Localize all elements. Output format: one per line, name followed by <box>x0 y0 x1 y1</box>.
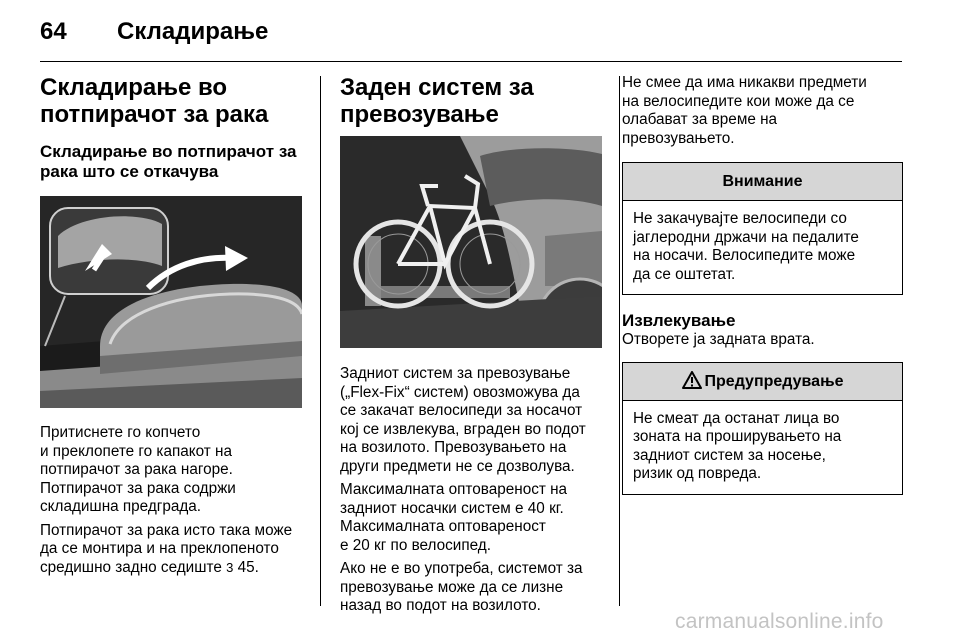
removal-text: Отворете ја задната врата. <box>622 331 815 348</box>
flexfix-title-line: превозување <box>340 101 499 128</box>
text-line: задниот систем за носење, <box>633 446 826 464</box>
text-line: назад во подот на возилото. <box>340 597 541 614</box>
text-line: на носачи. Велосипедите може <box>633 247 856 264</box>
page-reference-number: 45. <box>233 558 259 576</box>
text-line: превозувањето. <box>622 129 735 147</box>
text-line: Потпирачот за рака исто така може <box>40 521 293 539</box>
text-line: кој се извлекува, вграден во подот <box>340 420 586 438</box>
page-header <box>40 18 902 58</box>
text-line: Не закачувајте велосипеди со <box>633 210 847 227</box>
text-line: задниот носачки систем е 40 кг. <box>340 499 564 517</box>
column-notices <box>622 74 903 495</box>
text-line: складишна предграда. <box>40 498 202 515</box>
page-reference-link[interactable] <box>226 559 259 576</box>
bike-carrier-illustration <box>340 136 602 348</box>
notice-box <box>622 162 903 295</box>
flexfix-description <box>340 365 602 476</box>
arrow-reference-icon: 3 <box>226 559 234 575</box>
text-line: („Flex-Fix“ систем) овозможува да <box>340 383 580 401</box>
armrest-mounting-text <box>40 522 306 578</box>
section-title: Складирање <box>117 18 269 45</box>
text-line: на возилото. Превозувањето на <box>340 439 567 456</box>
text-line: Не смее да има никакви предмети <box>622 74 867 91</box>
flexfix-storage-text <box>340 560 602 616</box>
warning-body <box>623 401 902 494</box>
text-line: средишно задно седиште <box>40 558 222 576</box>
armrest-title-line: потпирачот за рака <box>40 101 269 128</box>
text-line: да се монтира и на преклопеното <box>40 540 279 557</box>
text-line: е 20 кг по велосипед. <box>340 536 491 554</box>
column-divider <box>320 76 321 606</box>
text-line: Максималната оптовареност на <box>340 481 568 498</box>
watermark: carmanualsonline.info <box>675 610 884 633</box>
armrest-subtitle <box>40 142 306 182</box>
armrest-illustration <box>40 196 302 408</box>
armrest-instructions <box>40 424 306 517</box>
text-line: да се оштетат. <box>633 265 736 283</box>
text-line: Потпирачот за рака содржи <box>40 479 236 497</box>
notice-body <box>623 201 902 294</box>
column-divider <box>619 76 620 606</box>
armrest-subtitle-line: рака што се откачува <box>40 162 219 181</box>
warning-triangle-icon <box>682 366 702 404</box>
text-line: ризик од повреда. <box>633 465 762 482</box>
column-flexfix <box>340 74 602 616</box>
text-line: се закачат велосипеди за носачот <box>340 402 583 419</box>
page-number: 64 <box>40 18 67 45</box>
text-line: Притиснете го копчето <box>40 424 201 441</box>
warning-title: Предупредување <box>704 372 844 390</box>
text-line: превозување може да се лизне <box>340 578 564 596</box>
text-line: Максималната оптовареност <box>340 518 546 535</box>
armrest-title-line: Складирање во <box>40 74 228 101</box>
text-line: олабават за време на <box>622 111 778 128</box>
text-line: на велосипедите кои може да се <box>622 92 855 110</box>
armrest-subtitle-line: Складирање во потпирачот за <box>40 142 297 161</box>
text-line: и преклопете го капакот на <box>40 442 233 460</box>
warning-box <box>622 362 903 495</box>
notice-title: Внимание <box>623 163 902 201</box>
flexfix-title <box>340 74 602 128</box>
text-line: Не смеат да останат лица во <box>633 409 840 427</box>
text-line: зоната на проширувањето на <box>633 428 842 445</box>
header-rule <box>40 61 902 62</box>
removal-heading: Извлекување <box>622 311 736 330</box>
text-line: други предмети не се дозволува. <box>340 457 575 475</box>
loose-items-text <box>622 74 903 148</box>
column-armrest <box>40 74 306 577</box>
text-line: Ако не е во употреба, системот за <box>340 560 583 577</box>
warning-header <box>623 363 902 401</box>
flexfix-title-line: Заден систем за <box>340 74 534 101</box>
flexfix-load-limits <box>340 481 602 555</box>
armrest-title <box>40 74 306 128</box>
text-line: јаглеродни држачи на педалите <box>633 228 859 246</box>
text-line: потпирачот за рака нагоре. <box>40 461 233 478</box>
text-line: Задниот систем за превозување <box>340 365 571 382</box>
